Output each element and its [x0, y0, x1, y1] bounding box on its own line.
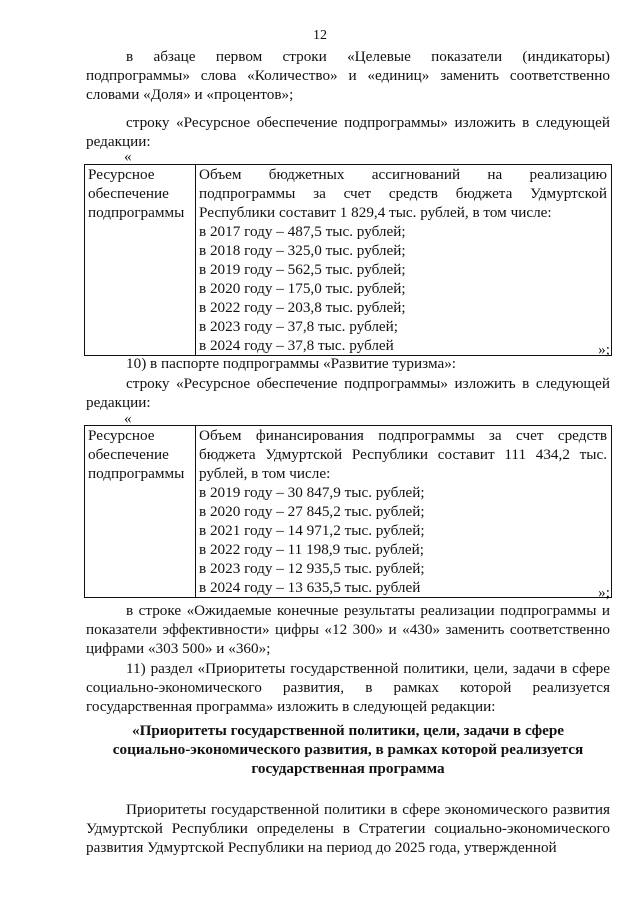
quote-close-1: »; [598, 341, 610, 358]
page-number: 12 [313, 28, 327, 43]
section-heading-line: «Приоритеты государственной политики, цели, задачи в сфере [131, 722, 565, 739]
table-1-line: в 2023 году – 37,8 тыс. рублей; [199, 318, 399, 335]
table-1-line: в 2018 году – 325,0 тыс. рублей; [199, 242, 406, 259]
table-2-line: в 2024 году – 13 635,5 тыс. рублей [199, 579, 421, 596]
paragraph-7: Приоритеты государственной политики в сфере экономического развития Удмуртской Республики определены в Стратегии социально-экономического развития Удмуртской Республики на период до 2025 года, утвержденной [86, 801, 610, 856]
table-2-label: Ресурсное обеспечение подпрограммы [85, 426, 196, 598]
resource-table-2 [84, 425, 612, 598]
paragraph-6: 11) раздел «Приоритеты государственной политики, цели, задачи в сфере социально-экономического развития, в рамках которой реализуется государственная программа» изложить в следующей редакции: [86, 660, 610, 715]
section-heading [86, 721, 610, 778]
table-2-line: в 2020 году – 27 845,2 тыс. рублей; [199, 503, 425, 520]
table-1-intro: Объем бюджетных ассигнований на реализацию подпрограммы за счет средств бюджета Удмуртской Республики составит 1 829,4 тыс. рублей, в том числе: [199, 166, 607, 221]
table-2-intro: Объем финансирования подпрограммы за счет средств бюджета Удмуртской Республики составит 111 434,2 тыс. рублей, в том числе: [199, 427, 607, 482]
table-1-line: в 2022 году – 203,8 тыс. рублей; [199, 299, 406, 316]
table-1-line: в 2017 году – 487,5 тыс. рублей; [199, 223, 406, 240]
table-1-line: в 2024 году – 37,8 тыс. рублей [199, 337, 394, 354]
paragraph-1: в абзаце первом строки «Целевые показатели (индикаторы) подпрограммы» слова «Количество» и «единиц» заменить соответственно словами «Доля» и «процентов»; [86, 48, 610, 103]
paragraph-4: строку «Ресурсное обеспечение подпрограммы» изложить в следующей редакции: [86, 375, 610, 411]
table-1-line: в 2019 году – 562,5 тыс. рублей; [199, 261, 406, 278]
paragraph-5: в строке «Ожидаемые конечные результаты реализации подпрограммы и показатели эффективности» цифры «12 300» и «430» заменить соответственно цифрами «303 500» и «360»; [86, 602, 610, 657]
table-2-line: в 2023 году – 12 935,5 тыс. рублей; [199, 560, 425, 577]
table-2-line: в 2022 году – 11 198,9 тыс. рублей; [199, 541, 425, 558]
section-heading-line: государственная программа [251, 760, 445, 777]
resource-table-1 [84, 164, 612, 356]
paragraph-2: строку «Ресурсное обеспечение подпрограммы» изложить в следующей редакции: [86, 114, 610, 150]
section-heading-line: социально-экономического развития, в рамках которой реализуется [112, 741, 584, 758]
paragraph-3: 10) в паспорте подпрограммы «Развитие туризма»: [126, 355, 457, 372]
table-2-line: в 2021 году – 14 971,2 тыс. рублей; [199, 522, 425, 539]
table-2-line: в 2019 году – 30 847,9 тыс. рублей; [199, 484, 425, 501]
table-1-content [196, 165, 612, 356]
quote-close-2: »; [598, 584, 610, 601]
table-2-content [196, 426, 612, 598]
table-1-line: в 2020 году – 175,0 тыс. рублей; [199, 280, 406, 297]
quote-open-1: « [124, 148, 132, 165]
table-1-label: Ресурсное обеспечение подпрограммы [85, 165, 196, 356]
quote-open-2: « [124, 410, 132, 427]
